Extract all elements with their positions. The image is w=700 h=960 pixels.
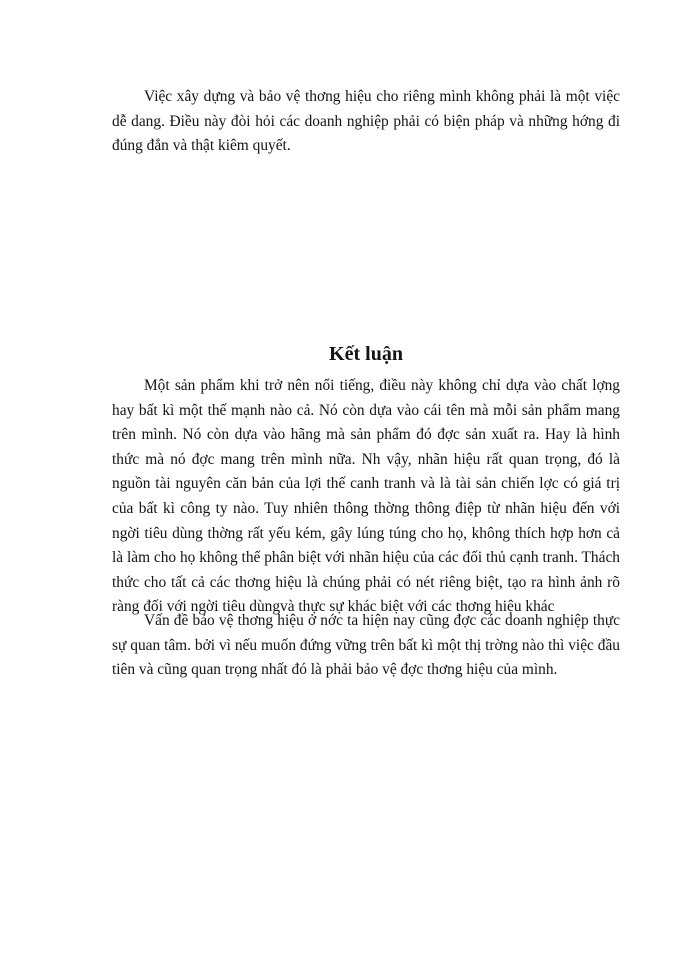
conclusion-paragraph-2: Vấn đề bảo vệ thơng hiệu ở nớc ta hiện nay cũng đợc các doanh nghiệp thực sự quan tâm. bởi vì nếu muốn đứng vững trên bất kì một thị trờng nào thì việc đầu tiên và cũng quan trọng nhất đó là phải bảo vệ đợc thơng hiệu của mình.: [112, 612, 620, 679]
conclusion-paragraph-1: Một sản phẩm khi trở nên nổi tiếng, điều này không chỉ dựa vào chất lợng hay bất kì một thế mạnh nào cả. Nó còn dựa vào cái tên mà mỗi sản phẩm mang trên mình. Nó còn dựa vào hãng mà sản phẩm đó đợc sản xuất ra. Hay là hình thức mà nó đợc mang trên mình nữa. Nh vậy, nhãn hiệu rất quan trọng, đó là nguồn tài nguyên căn bản của lợi thế canh tranh và là tài sản chiến lợc có giá trị của bất kì công ty nào. Tuy nhiên thông thờng thông điệp từ nhãn hiệu đến với ngời tiêu dùng thờng rất yếu kém, gây lúng túng cho họ, không thích hợp hơn cả là làm cho họ không thể phân biệt với nhãn hiệu của các đối thủ cạnh tranh. Thách thức cho tất cả các thơng hiệu là chúng phải có nét riêng biệt, tạo ra hình ảnh rõ ràng đối với ngời tiêu dùngvà thực sự khác biệt với các thơng hiệu khác: [112, 377, 620, 616]
intro-paragraph: Việc xây dựng và bảo vệ thơng hiệu cho riêng mình không phải là một việc dễ dang. Điều này đòi hỏi các doanh nghiệp phải có biện pháp và những hớng đi đúng đắn và thật kiêm quyết.: [112, 88, 620, 155]
conclusion-heading: Kết luận: [329, 343, 403, 365]
